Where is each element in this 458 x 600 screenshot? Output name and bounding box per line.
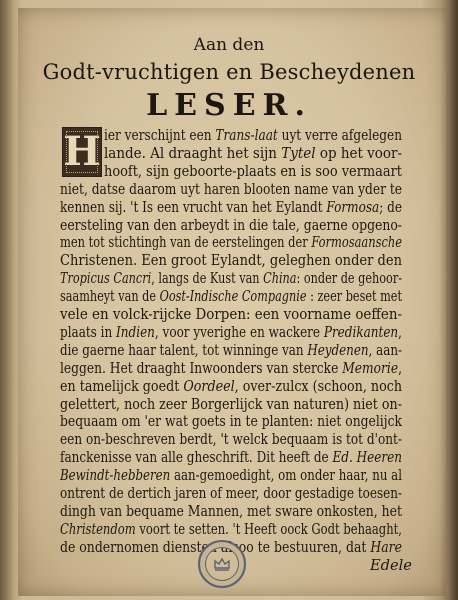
text-run: uyt verre afgelegen xyxy=(277,127,403,144)
text-line xyxy=(60,217,402,234)
italic-run: Indien xyxy=(116,323,155,341)
text-run: eersteling van den arbeydt in die tale, gaerne opgeno- xyxy=(60,216,402,234)
text-run: Christenen. Een groot Eylandt, geleghen onder den xyxy=(60,252,403,270)
italic-run: Ed. Heeren xyxy=(332,449,403,467)
text-run: hooft, sijn geboorte-plaats en is soo vermaart xyxy=(104,162,402,180)
text-line xyxy=(60,396,402,413)
text-run: fanckenisse van alle gheschrift. Dit heeft de xyxy=(60,449,333,467)
text-line xyxy=(60,199,402,216)
text-run: lande. Al draaght het sijn xyxy=(104,144,282,162)
text-run: en tamelijck goedt xyxy=(60,377,184,395)
text-line xyxy=(60,467,402,484)
italic-run: Trans-laat xyxy=(215,127,278,144)
text-line xyxy=(104,163,402,180)
text-line xyxy=(60,181,402,198)
text-run: vele en volck-rijcke Dorpen: een voorname oeffen- xyxy=(60,306,403,323)
italic-run: Oost-Indische Compagnie xyxy=(159,288,307,306)
text-line xyxy=(60,306,402,323)
text-run: , xyxy=(398,359,402,377)
text-line xyxy=(60,485,402,502)
text-run: op het voor- xyxy=(315,144,402,162)
text-line xyxy=(60,234,402,251)
text-run: , langs de Kust van xyxy=(151,270,264,288)
text-run: die gaerne haar talent, tot winninge van xyxy=(60,341,308,359)
italic-run: Oordeel xyxy=(183,377,235,395)
italic-run: Christendom xyxy=(60,520,136,538)
italic-run: Bewindt-hebberen xyxy=(60,467,171,485)
text-run: , over-zulcx (schoon, noch xyxy=(234,377,402,395)
text-line xyxy=(60,413,402,430)
text-run: de ondernomen diensten alsoo te bestuuren, dat xyxy=(60,538,371,556)
italic-run: Formosa xyxy=(326,198,380,216)
text-run: bequaam om 'er wat goets in te planten: niet ongelijck xyxy=(60,413,402,431)
text-line xyxy=(60,342,402,359)
text-run: kennen sij. 't Is een vrucht van het Eylandt xyxy=(60,198,327,216)
text-run: een on-beschreven berdt, 't welck bequaam is tot d'ont- xyxy=(60,431,403,449)
text-line xyxy=(60,252,402,269)
drop-capital-letter: H xyxy=(63,128,101,175)
header-aan-den: Aan den xyxy=(193,35,265,55)
italic-run: Hare xyxy=(370,538,403,556)
text-run: aan-gemoedight, om onder haar, nu al xyxy=(170,467,402,485)
text-line xyxy=(370,557,412,574)
text-line xyxy=(60,360,402,377)
text-run: , aan- xyxy=(368,341,403,359)
text-run: ontrent de dertich jaren of meer, door gestadige toesen- xyxy=(60,485,403,502)
text-run: leggen. Het draaght Inwoonders van stercke xyxy=(60,359,343,377)
text-line xyxy=(60,270,402,287)
text-line xyxy=(60,378,402,395)
text-line xyxy=(60,449,402,466)
library-stamp-icon xyxy=(198,540,246,588)
text-run: : zeer beset met xyxy=(306,288,403,306)
text-line xyxy=(104,127,402,144)
italic-run: Formosaansche xyxy=(311,234,403,252)
text-run: plaats in xyxy=(60,323,117,341)
drop-capital xyxy=(62,127,102,177)
text-line xyxy=(60,503,402,520)
italic-run: Predikanten xyxy=(323,323,399,341)
text-run: voort te setten. 't Heeft oock Godt behaaght, xyxy=(135,520,402,538)
text-line xyxy=(104,145,402,162)
text-run: , xyxy=(398,323,402,341)
italic-run: Tytel xyxy=(281,144,316,162)
text-line xyxy=(60,521,402,538)
text-run: niet, datse daarom uyt haren blooten name van yder te xyxy=(60,180,402,198)
italic-run: China xyxy=(263,270,297,288)
text-run: ; de xyxy=(379,198,402,216)
italic-run: Tropicus Cancri xyxy=(60,270,152,288)
italic-run: Heydenen xyxy=(307,341,369,359)
text-line xyxy=(60,324,402,341)
text-run: , voor yverighe en wackere xyxy=(154,323,324,341)
drop-capital-border xyxy=(66,131,98,173)
text-line xyxy=(60,288,402,305)
text-run: : onder de gehoor- xyxy=(296,270,403,288)
text-run: men tot stichtingh van de eerstelingen der xyxy=(60,234,312,252)
text-line xyxy=(60,431,402,448)
text-run: saamheyt van de xyxy=(60,288,160,306)
header-title: Godt-vruchtigen en Bescheydenen xyxy=(42,60,416,84)
header-leser: LESER. xyxy=(146,88,312,123)
text-run: ier verschijnt een xyxy=(104,127,216,144)
text-run: gelettert, noch zeer Borgerlijck van naturen) niet on- xyxy=(60,395,402,413)
italic-run: Edele xyxy=(370,556,412,574)
italic-run: Memorie xyxy=(342,359,399,377)
crown-icon xyxy=(212,554,232,574)
text-run: dingh van bequame Mannen, met sware onkosten, het xyxy=(60,502,403,520)
